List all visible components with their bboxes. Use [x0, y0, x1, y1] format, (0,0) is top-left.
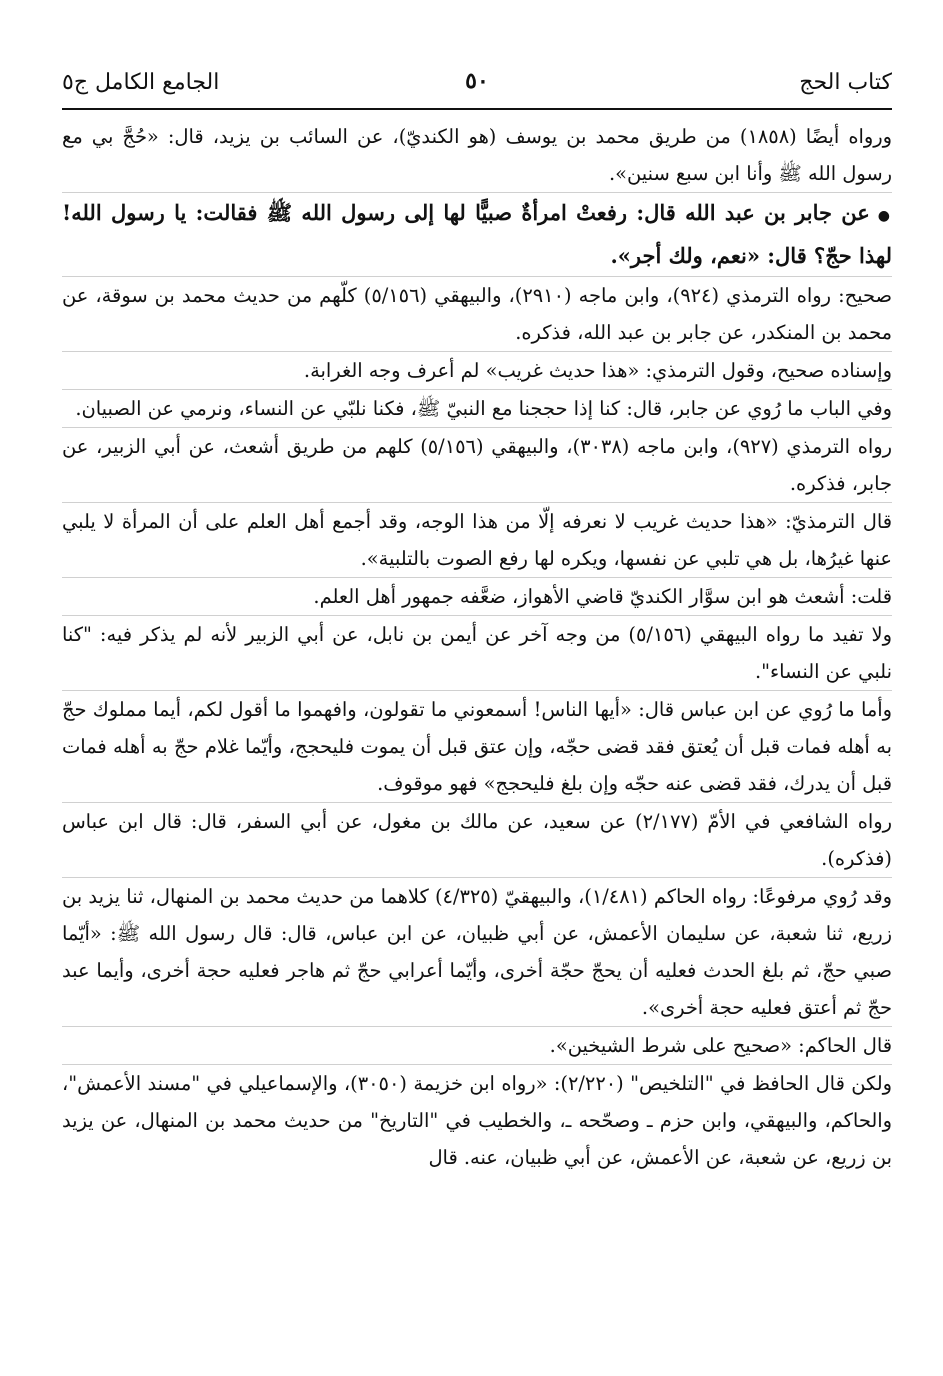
- header-divider: [62, 108, 892, 110]
- book-title: كتاب الحج: [799, 70, 892, 95]
- paragraph: وإسناده صحيح، وقول الترمذي: «هذا حديث غريب» لم أعرف وجه الغرابة.: [62, 351, 892, 389]
- paragraph: قال الترمذيّ: «هذا حديث غريب لا نعرفه إلّا من هذا الوجه، وقد أجمع أهل العلم على أن المرأة لا يلبي عنها غيرُها، بل هي تلبي عن نفسها، ويكره لها رفع الصوت بالتلبية».: [62, 502, 892, 577]
- bullet-icon: ●: [877, 208, 892, 224]
- paragraph: قال الحاكم: «صحيح على شرط الشيخين».: [62, 1026, 892, 1064]
- paragraph: صحيح: رواه الترمذي (٩٢٤)، وابن ماجه (٢٩١٠)، والبيهقي (٥/١٥٦) كلّهم من حديث محمد بن سوقة، عن محمد بن المنكدر، عن جابر بن عبد الله، فذكره.: [62, 276, 892, 351]
- hadith-paragraph: [62, 192, 892, 276]
- page-number: ٥٠: [465, 68, 489, 94]
- volume-title: الجامع الكامل ج٥: [62, 70, 220, 95]
- paragraph: ولكن قال الحافظ في "التلخيص" (٢/٢٢٠): «رواه ابن خزيمة (٣٠٥٠)، والإسماعيلي في "مسند الأعمش"، والحاكم، والبيهقي، وابن حزم ـ وصحّحه ـ، والخطيب في "التاريخ" من حديث محمد بن المنهال، عن يزيد بن زريع، عن شعبة، عن الأعمش، عن أبي ظبيان، عنه. قال: [62, 1064, 892, 1176]
- page-body: [62, 118, 892, 1176]
- running-header: [62, 60, 892, 108]
- paragraph: وأما ما رُوي عن ابن عباس قال: «أيها الناس! أسمعوني ما تقولون، وافهموا ما أقول لكم، أيما مملوك حجّ به أهله فمات قبل أن يُعتق فقد قضى حجّه، وإن عتق قبل أن يموت فليحجج، وأيّما غلام حجّ به أهله فمات قبل أن يدرك، فقد قضى عنه حجّه وإن بلغ فليحجج» فهو موقوف.: [62, 690, 892, 802]
- paragraph: رواه الترمذي (٩٢٧)، وابن ماجه (٣٠٣٨)، والبيهقي (٥/١٥٦) كلهم من طريق أشعث، عن أبي الزبير، عن جابر، فذكره.: [62, 427, 892, 502]
- paragraph: ورواه أيضًا (١٨٥٨) من طريق محمد بن يوسف (هو الكنديّ)، عن السائب بن يزيد، قال: «حُجَّ بي مع رسول الله ﷺ وأنا ابن سبع سنين».: [62, 125, 892, 185]
- paragraph: وقد رُوي مرفوعًا: رواه الحاكم (١/٤٨١)، والبيهقيّ (٤/٣٢٥) كلاهما من حديث محمد بن المنهال، ثنا يزيد بن زريع، ثنا شعبة، عن سليمان الأعمش، عن أبي ظبيان، عن ابن عباس، قال: قال رسول الله ﷺ: «أيّما صبي حجّ، ثم بلغ الحدث فعليه أن يحجّ حجّة أخرى، وأيّما أعرابي حجّ ثم هاجر فعليه حجة أخرى، وأيما عبد حجّ ثم أعتق فعليه حجة أخرى».: [62, 877, 892, 1026]
- paragraph: قلت: أشعث هو ابن سوَّار الكنديّ قاضي الأهواز، ضعَّفه جمهور أهل العلم.: [62, 577, 892, 615]
- hadith-text: عن جابر بن عبد الله قال: رفعتْ امرأةٌ صبيًّا لها إلى رسول الله ﷺ فقالت: يا رسول الله! لهذا حجّ؟ قال: «نعم، ولك أجر».: [62, 200, 892, 268]
- paragraph: وفي الباب ما رُوي عن جابر، قال: كنا إذا حججنا مع النبيّ ﷺ، فكنا نلبّي عن النساء، ونرمي عن الصبيان.: [62, 389, 892, 427]
- book-page: [62, 60, 892, 1176]
- paragraph: رواه الشافعي في الأمّ (٢/١٧٧) عن سعيد، عن مالك بن مغول، عن أبي السفر، قال: قال ابن عباس (فذكره).: [62, 802, 892, 877]
- paragraph: ولا تفيد ما رواه البيهقي (٥/١٥٦) من وجه آخر عن أيمن بن نابل، عن أبي الزبير لأنه لم يذكر فيه: "كنا نلبي عن النساء".: [62, 615, 892, 690]
